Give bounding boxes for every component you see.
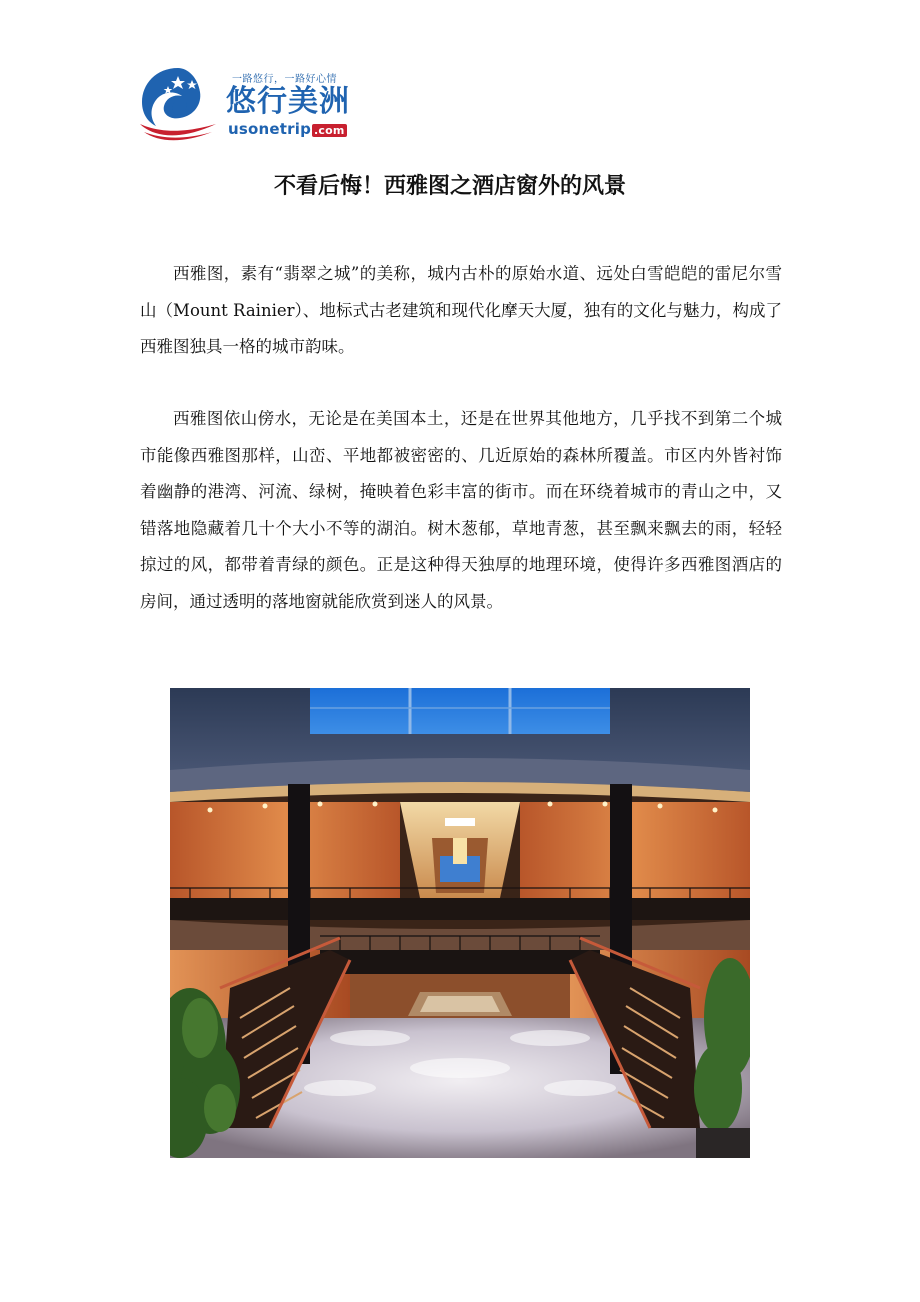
logo-slogan: 一路悠行，一路好心情 xyxy=(232,74,337,85)
logo-url xyxy=(228,120,347,138)
logo-url-main: usonetrip xyxy=(228,120,312,138)
hotel-lobby-photo xyxy=(170,688,750,1158)
article-title: 不看后悔！西雅图之酒店窗外的风景 xyxy=(273,173,626,199)
logo-url-suffix: .com xyxy=(314,124,345,137)
hotel-lobby-photo-icon xyxy=(170,688,750,1158)
article-paragraph-1: 西雅图，素有“翡翠之城”的美称，城内古朴的原始水道、远处白雪皑皑的雷尼尔雪山（Mount Rainier）、地标式古老建筑和现代化摩天大厦，独有的文化与魅力，构成了西雅图独具一格的城市韵味。 xyxy=(140,264,782,356)
swoosh-star-logo-icon xyxy=(138,64,220,144)
article-paragraph-2: 西雅图依山傍水，无论是在美国本土，还是在世界其他地方，几乎找不到第二个城市能像西雅图那样，山峦、平地都被密密的、几近原始的森林所覆盖。市区内外皆衬饰着幽静的港湾、河流、绿树，掩映着色彩丰富的街市。而在环绕着城市的青山之中，又错落地隐藏着几十个大小不等的湖泊。树木葱郁，草地青葱，甚至飘来飘去的雨，轻轻掠过的风，都带着青绿的颜色。正是这种得天独厚的地理环境，使得许多西雅图酒店的房间，通过透明的落地窗就能欣赏到迷人的风景。 xyxy=(140,409,782,611)
usonetrip-logo xyxy=(138,64,368,144)
logo-brand-name: 悠行美洲 xyxy=(226,84,350,119)
